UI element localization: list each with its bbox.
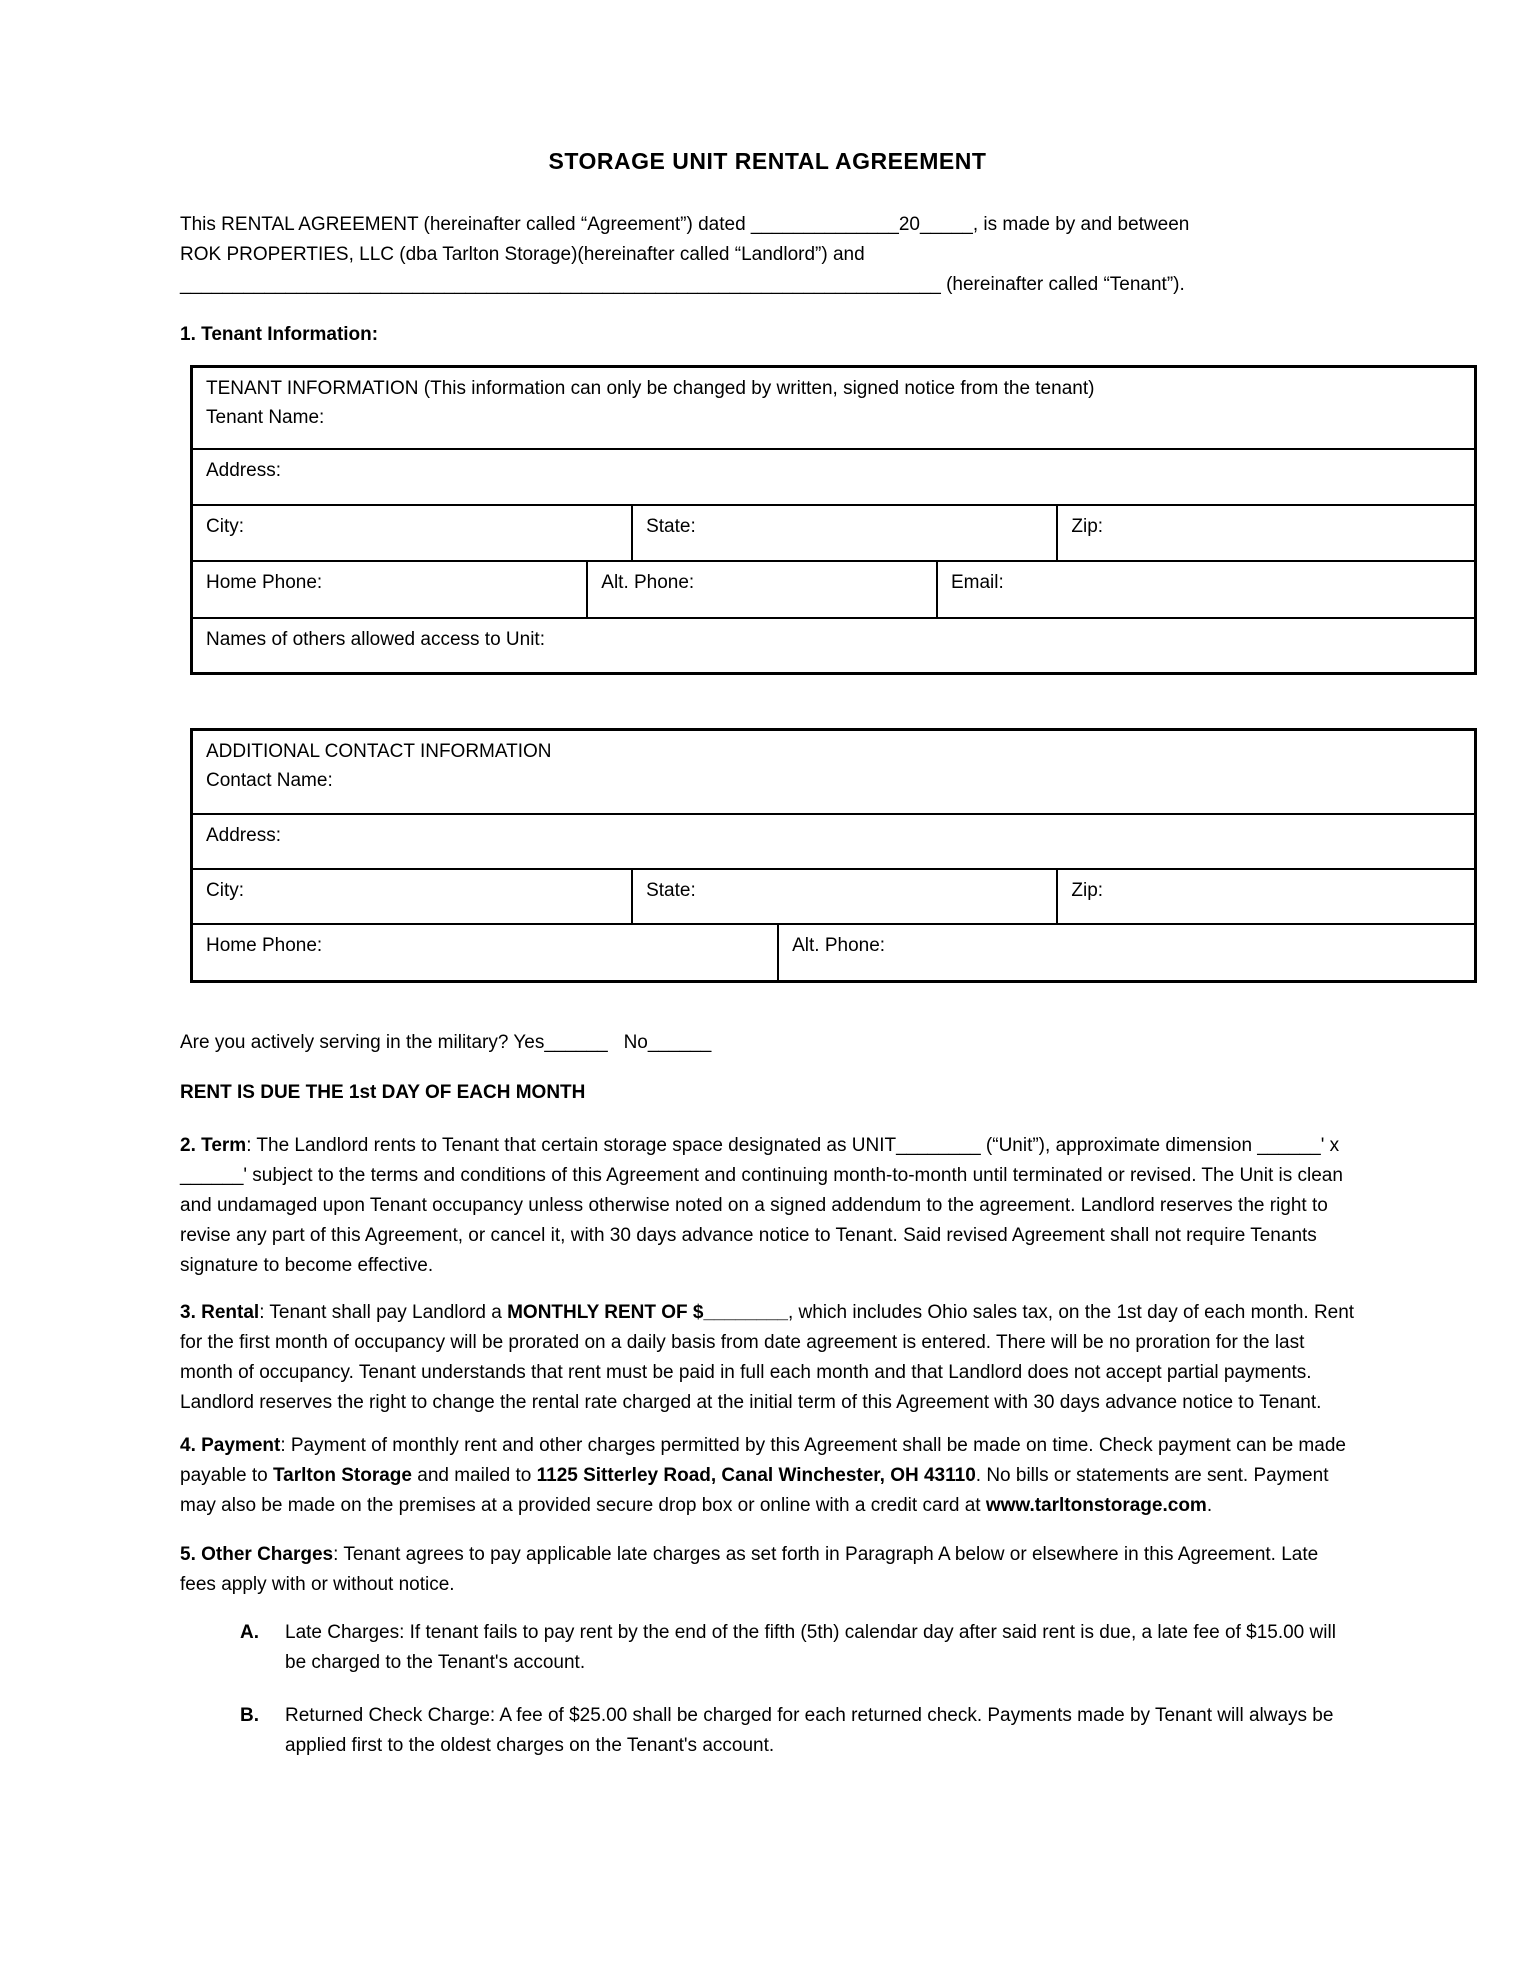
tenant-zip-field: Zip: (1056, 506, 1474, 560)
tenant-address-row (193, 448, 1474, 504)
tenant-city-field: City: (206, 516, 244, 537)
section5-other-charges-paragraph: 5. Other Charges: Tenant agrees to pay applicable late charges as set forth in Paragraph A below or elsewhere in this Agreement. Late fees apply with or without notice. (180, 1544, 1319, 1595)
section1-heading: 1. Tenant Information: (180, 324, 379, 345)
item-b-marker: B. (240, 1705, 259, 1726)
section2-term-paragraph: 2. Term: The Landlord rents to Tenant that certain storage space designated as UNIT________ (“Unit”), approximate dimension ______' x ______' subject to the terms and conditions of this Agreement and continuing month-to-month until terminated or revised. The Unit is clean and undamaged upon Tenant occupancy unless otherwise noted on a signed addendum to the agreement. Landlord reserves the right to revise any part of this Agreement, or cancel it, with 30 days advance notice to Tenant. Said revised Agreement shall not require Tenants signature to become effective. (180, 1135, 1343, 1276)
tenant-city-state-zip-row (193, 504, 1474, 560)
contact-alt-phone-field: Alt. Phone: (777, 925, 1474, 980)
tenant-access-names-field: Names of others allowed access to Unit: (206, 629, 545, 650)
contact-city-field: City: (206, 880, 244, 901)
rent-due-notice: RENT IS DUE THE 1st DAY OF EACH MONTH (180, 1082, 586, 1103)
military-question: Are you actively serving in the military? Yes______ No______ (180, 1032, 712, 1053)
tenant-phone-email-row (193, 560, 1474, 617)
tenant-alt-phone-field: Alt. Phone: (586, 562, 936, 617)
contact-name-field (193, 731, 1474, 813)
tenant-email-field: Email: (936, 562, 1474, 617)
additional-contact-table (190, 728, 1477, 983)
document-title: STORAGE UNIT RENTAL AGREEMENT (548, 148, 987, 174)
tenant-home-phone-field: Home Phone: (206, 572, 323, 593)
contact-name-label: Contact Name: (206, 770, 333, 791)
contact-city-state-zip-row (193, 868, 1474, 923)
tenant-access-names-row (193, 617, 1474, 672)
contact-table-header-row (193, 731, 1474, 813)
item-a-text: Late Charges: If tenant fails to pay rent by the end of the fifth (5th) calendar day after said rent is due, a late fee of $15.00 will be charged to the Tenant's account. (285, 1622, 1336, 1673)
intro-line-1: This RENTAL AGREEMENT (hereinafter called “Agreement”) dated ______________20_____, is made by and between (180, 214, 1190, 235)
intro-paragraph (180, 210, 1355, 300)
late-charges-list-item (180, 1618, 1352, 1678)
contact-state-field: State: (631, 870, 1056, 923)
contact-phone-row (193, 923, 1474, 980)
intro-line-3: ________________________________________________________________________ (hereinafter called “Tenant”). (180, 274, 1185, 295)
tenant-name-label: Tenant Name: (206, 407, 325, 428)
tenant-address-field: Address: (206, 460, 281, 481)
section3-rental-paragraph: 3. Rental: Tenant shall pay Landlord a MONTHLY RENT OF $________, which includes Ohio sales tax, on the 1st day of each month. Rent for the first month of occupancy will be prorated on a daily basis from date agreement is entered. There will be no proration for the last month of occupancy. Tenant understands that rent must be paid in full each month and that Landlord does not accept partial payments. Landlord reserves the right to change the rental rate charged at the initial term of this Agreement with 30 days advance notice to Tenant. (180, 1302, 1355, 1413)
tenant-table-header-row (193, 368, 1474, 448)
contact-zip-field: Zip: (1056, 870, 1474, 923)
contact-address-field: Address: (206, 825, 281, 846)
contact-address-row (193, 813, 1474, 868)
tenant-information-table (190, 365, 1477, 675)
intro-line-2: ROK PROPERTIES, LLC (dba Tarlton Storage)(hereinafter called “Landlord”) and (180, 244, 865, 265)
contact-home-phone-field: Home Phone: (206, 935, 323, 956)
tenant-state-field: State: (631, 506, 1056, 560)
item-b-text: Returned Check Charge: A fee of $25.00 shall be charged for each returned check. Payments made by Tenant will always be applied first to the oldest charges on the Tenant's account. (285, 1705, 1334, 1756)
tenant-name-field (193, 368, 1474, 448)
contact-table-title: ADDITIONAL CONTACT INFORMATION (206, 741, 552, 762)
item-a-marker: A. (240, 1622, 259, 1643)
returned-check-list-item (180, 1701, 1352, 1761)
tenant-table-title: TENANT INFORMATION (This information can only be changed by written, signed notice from the tenant) (206, 378, 1095, 399)
section4-payment-paragraph: 4. Payment: Payment of monthly rent and other charges permitted by this Agreement shall be made on time. Check payment can be made payable to Tarlton Storage and mailed to 1125 Sitterley Road, Canal Winchester, OH 43110. No bills or statements are sent. Payment may also be made on the premises at a provided secure drop box or online with a credit card at www.tarltonstorage.com. (180, 1435, 1346, 1516)
